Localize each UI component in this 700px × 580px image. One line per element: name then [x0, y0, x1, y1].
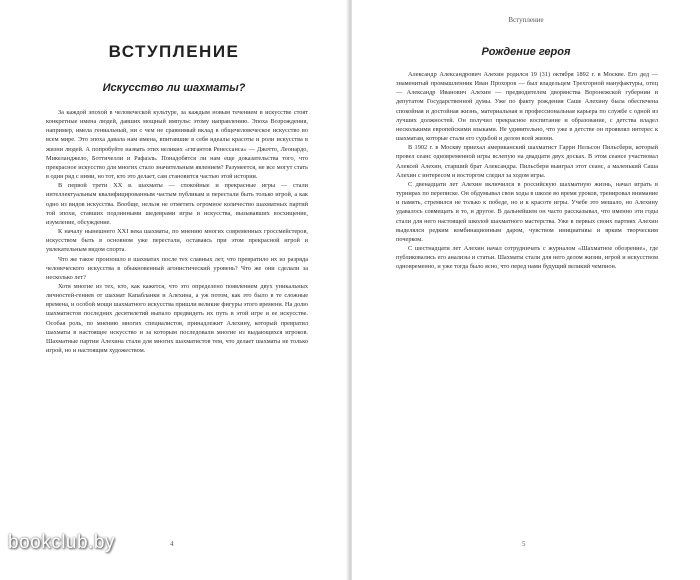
watermark-logo: bookclub.by [8, 532, 115, 553]
paragraph: С шестнадцати лет Алехин начал сотрудничать с журналом «Шахматное обозрение», где публиковались его анализы и статьи. Шахматы стали для него делом жизни, игрой и искусством одновременно, и уже тогда было ясно, что перед нами будущий великий чемпион. [396, 244, 658, 271]
section-title: Рождение героя [481, 46, 571, 58]
running-head: Вступление [508, 16, 544, 24]
paragraph: За каждой эпохой в человеческой культуре, за каждым новым течением в искусстве стоят конкретные имена людей, давших мощный импульс этому направлению. Эпоха Возрождения, например, имела гениальный, ни с чем не сравнимый вклад в общечеловеческое искусство во всем мире. Это эпоха давала нам имена, впитавшие в себя идеалы красоты и роли искусства в жизни людей. А попробуйте назвать этих великих «гигантов Ренессанса» — Джотто, Леонардо, Микеланджело, Боттичелли и Рафаэль. Понадобятся ли нам еще доказательства того, что прекрасное искусство для многих стало значительным явлением? Разумеется, не все могут стать в один ряд с ними, но тот, кто это делает, сам становится частью этой истории. [46, 109, 308, 181]
paragraph: В 1902 г. в Москву приехал американский шахматист Гарри Нельсон Пильсбери, который провел сеанс одновременной игры вслепую на двадцати двух досках. В этом сеансе участвовал Алексей Алехин, старший брат Александра. Пильсбери выиграл этот сеанс, а маленький Саша Алехин с интересом и восторгом следил за ходом игры. [396, 144, 658, 179]
paragraph: Хотя многие из тех, кто, как кажется, что это определено появлением двух уникальных личностей-гениев от шахмат Капабланки и Алехина, а уж потом, как это было в те сложные времена, и особой мощи шахматного искусства пришли великие фигуры этого времени. На долю шахматистов последних десятилетий выпало предвидеть их путь в этой игре и ее искусстве. Особая роль, по мнению многих специалистов, принадлежит Алехину, который превратил шахматы в настоящее искусство и за которым последовали многие из выдающихся игроков. Шахматные партии Алехина стали для многих шахматистов тем, что делает шахматы не только игрой, но и настоящим художеством. [46, 282, 308, 355]
paragraph: В первой трети XX в. шахматы — спокойные и прекрасные игры — стали интеллектуальным квалифицированным частым публикам и перестали быть только игрой, а как одно из видов искусства. Вообще, нельзя не отметить огромное количество шахматных партий той эпохи, ставших подлинными шедеврами игры и искусства, вызывавших восхищение, изумление, обсуждение. [46, 182, 308, 226]
page-number: 4 [170, 540, 174, 548]
right-page-body [396, 70, 658, 271]
paragraph: К началу нынешнего XXI века шахматы, по мнению многих современных гроссмейстеров, искусством быть в основном уже перестали, оставаясь при этом прекрасной игрой и увлекательным видом спорта. [46, 228, 308, 254]
paragraph: Что же такое произошло в шахматах после тех славных лет, что превратило их из разряда человеческого искусства в обыкновенный агонистический уровень? Что же они сделали за несколько лет? [46, 255, 308, 281]
right-page [352, 0, 700, 580]
chapter-title: ВСТУПЛЕНИЕ [108, 42, 240, 61]
section-title: Искусство ли шахматы? [102, 82, 246, 94]
left-page [0, 0, 348, 580]
paragraph: С двенадцати лет Алехин включился в российскую шахматную жизнь, начал играть в турнирах по переписке. Он обдумывал свои ходы в школе во время уроков, тренировал внимание и память, стремился не только к победе, но и к красоте игры. Учебе это мешало, но Алехину удавалось совмещать и то, и другое. В дальнейшем он часто рассказывал, что именно эти годы стали для него настоящей школой шахматного мастерства. Уже в первых своих партиях Алехин выделялся редким комбинационным даром, чувством инициативы и ярким творческим почерком. [396, 180, 658, 243]
paragraph: Александр Александрович Алехин родился 19 (31) октября 1892 г. в Москве. Его дед — знаменитый промышленник Иван Прохоров — был владельцем Трехгорной мануфактуры, отец — Александр Иванович Алехин — предводителем дворянства Воронежской губернии и депутатом Государственной думы. Уже по факту рождения Саше Алехину была обеспечена спокойная и достойная жизнь, материальная и профессиональная карьера по службе с одной из лучших должностей. Он получил прекрасное воспитание и образование, с детства владел несколькими европейскими языками. Не удивительно, что уже в детстве он проявлял интерес к шахматам, которые стали его судьбой и делом всей жизни. [396, 71, 658, 143]
page-number: 5 [522, 540, 526, 548]
left-page-body [46, 108, 308, 355]
